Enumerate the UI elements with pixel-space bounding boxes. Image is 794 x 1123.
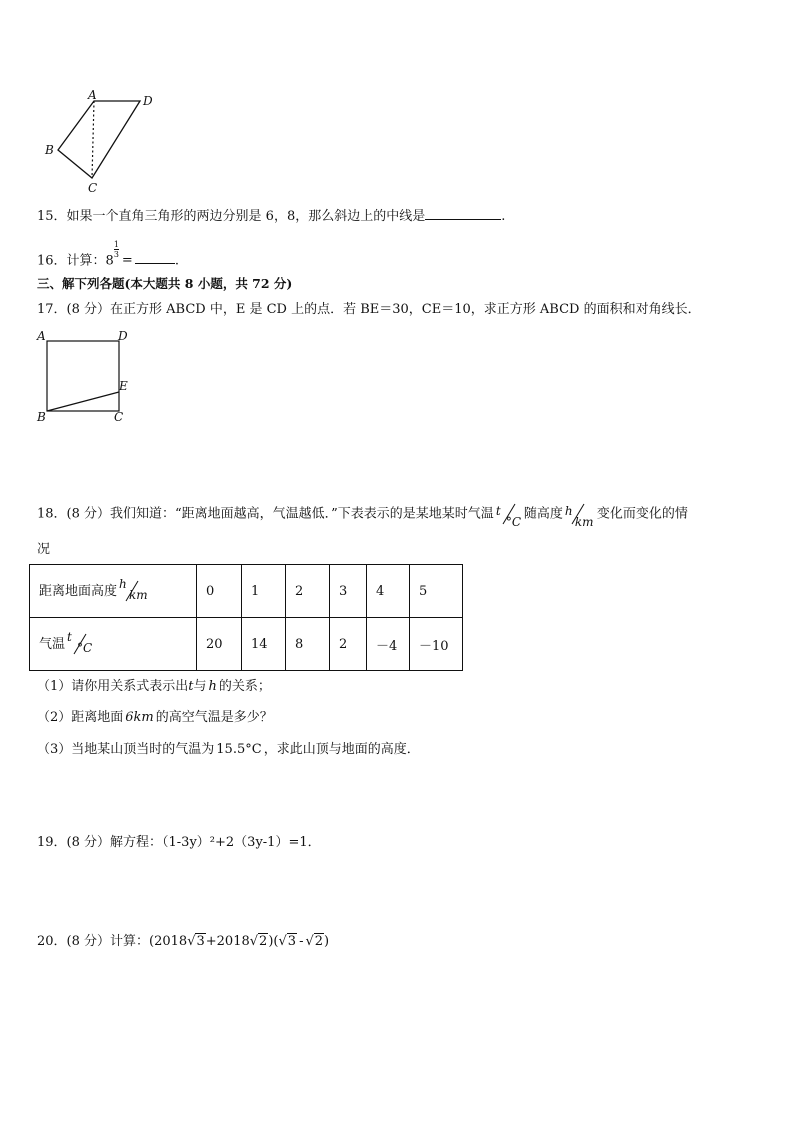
power-base: 8 [105,253,114,269]
table-cell: －10 [410,618,463,671]
question-18: 18．(8 分）我们知道：“距离地面越高，气温越低．”下表表示的是某地某时气温 t °C 随高度 h km 变化而变化的情 [37,504,688,529]
table-row [30,565,463,618]
question-18-part-1: （1）请你用关系式表示出t与 h 的关系； [37,679,271,694]
table-cell: 3 [330,565,367,618]
question-18-part-2: （2）距离地面 6km 的高空气温是多少？ [37,710,273,725]
row-header-height: 距离地面高度 h km [30,565,197,618]
question-15-text: 15．如果一个直角三角形的两边分别是 6，8，那么斜边上的中线是 [37,209,426,224]
question-18-part-3: （3）当地某山顶当时的气温为 15.5°C ，求此山顶与地面的高度． [37,742,420,757]
table-cell: 5 [410,565,463,618]
table-cell: 4 [367,565,410,618]
exponent-fraction: $\frac{1}{3}$ [113,240,119,259]
sqrt-3: √3 [187,934,205,949]
table-cell: －4 [367,618,410,671]
label-b: B [45,143,54,157]
answer-blank-16[interactable] [135,251,175,264]
label-d: D [118,329,128,343]
section-heading: 三、解下列各题(本大题共 8 小题，共 72 分) [37,276,293,291]
label-c: C [88,181,98,195]
label-b: B [37,410,46,424]
question-20: 20．(8 分）计算：(2018√3+2018√2)(√3 - √2) [37,934,330,949]
temperature-height-table [29,564,463,671]
temperature-unit: t °C [495,504,521,529]
label-a: A [88,88,97,102]
sqrt-2: √2 [305,934,324,949]
figure-square [30,326,140,426]
sqrt-3: √3 [278,934,297,949]
table-cell: 14 [242,618,286,671]
table-cell: 2 [286,565,330,618]
label-c: C [114,410,124,424]
answer-blank-15[interactable] [425,207,501,220]
question-15: 15．如果一个直角三角形的两边分别是 6，8，那么斜边上的中线是 . [37,209,506,224]
figure-quadrilateral [40,88,170,198]
table-cell: 8 [286,618,330,671]
table-cell: 20 [197,618,242,671]
question-17: 17．(8 分）在正方形 ABCD 中，E 是 CD 上的点．若 BE＝30，CE＝10，求正方形 ABCD 的面积和对角线长． [37,302,701,317]
question-18-cont: 况 [37,542,51,557]
row-header-temp: 气温 t °C [30,618,197,671]
label-e: E [119,379,128,393]
table-row [30,618,463,671]
question-19: 19．(8 分）解方程：（1-3y）²+2（3y-1）=1． [37,835,321,850]
height-unit: h km [564,504,594,529]
sqrt-2: √2 [249,934,268,949]
label-d: D [143,94,153,108]
question-16: 16．计算：8 $\frac{1}{3}$ = . [37,240,179,269]
table-cell: 1 [242,565,286,618]
table-cell: 0 [197,565,242,618]
table-cell: 2 [330,618,367,671]
label-a: A [37,329,46,343]
